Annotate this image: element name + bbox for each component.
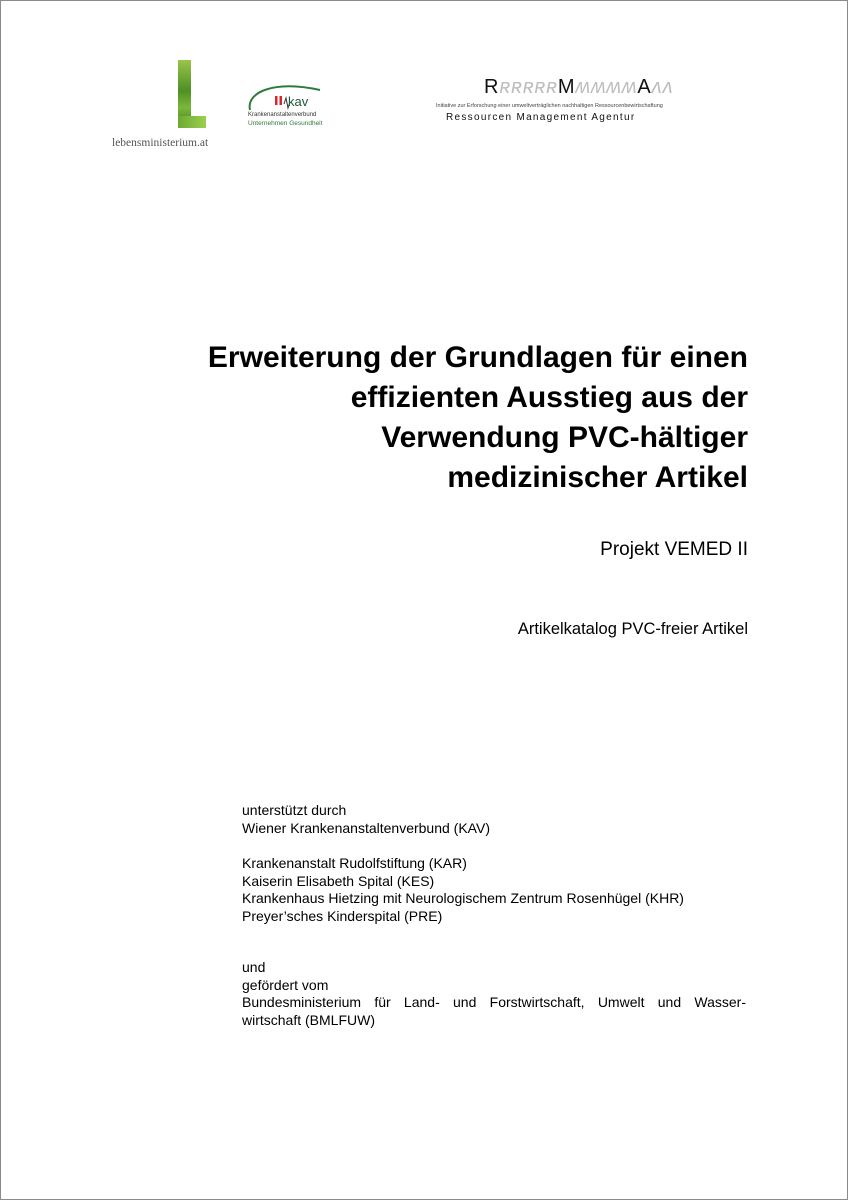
kav-logo	[244, 82, 334, 132]
rma-tagline: Initiative zur Erforschung einer umweltverträglichen nachhaltigen Ressourcenbewirtschaftung	[436, 103, 663, 109]
ministry-line-1: Bundesministerium für Land- und Forstwirtschaft, Umwelt und Wasser-	[242, 994, 746, 1010]
lebensministerium-logo	[112, 60, 222, 150]
hospital-item: Kaiserin Elisabeth Spital (KES)	[242, 872, 435, 889]
title-line: Erweiterung der Grundlagen für einen	[207, 341, 748, 374]
document-title	[108, 338, 748, 498]
rma-faint-letters-2: ʍʍʍʍ	[575, 76, 638, 98]
support-funded: gefördert vom	[242, 976, 329, 993]
hospital-item: Krankenhaus Hietzing mit Neurologischem Zentrum Rosenhügel (KHR)	[242, 890, 684, 906]
rma-faint-letters-3: ʌʌ	[651, 76, 674, 98]
kav-subtitle-1: Krankenanstaltenverbund	[248, 112, 317, 118]
rma-wordmark	[484, 76, 674, 99]
project-name: Projekt VEMED II	[600, 539, 748, 560]
kav-subtitle-2: Unternehmen Gesundheit	[248, 120, 323, 127]
hospital-item: Preyer’sches Kinderspital (PRE)	[242, 907, 443, 924]
hospital-item: Krankenanstalt Rudolfstiftung (KAR)	[242, 855, 467, 871]
kav-mark: kav	[288, 94, 309, 109]
rma-logo	[436, 76, 756, 126]
support-and: und	[242, 959, 266, 975]
rma-letter-m: M	[557, 76, 576, 98]
support-intro: unterstützt durch	[242, 802, 347, 818]
rma-faint-letters-1: ʀʀʀʀʀ	[499, 76, 558, 98]
title-line: effizienten Ausstieg aus der	[350, 381, 748, 414]
ministry-line-2: wirtschaft (BMLFUW)	[242, 1011, 375, 1028]
title-line: Verwendung PVC-hältiger	[381, 421, 748, 454]
rma-letter-a: A	[637, 76, 652, 98]
lebensministerium-logo-text: lebensministerium.at	[112, 137, 209, 149]
catalog-subtitle: Artikelkatalog PVC-freier Artikel	[517, 620, 748, 638]
support-block	[242, 802, 746, 1029]
lebensministerium-l-foot	[178, 116, 206, 128]
rma-letter-r: R	[484, 76, 500, 98]
rma-name: Ressourcen Management Agentur	[446, 112, 636, 123]
title-line: medizinischer Artikel	[447, 461, 748, 494]
support-kav: Wiener Krankenanstaltenverbund (KAV)	[242, 819, 490, 836]
